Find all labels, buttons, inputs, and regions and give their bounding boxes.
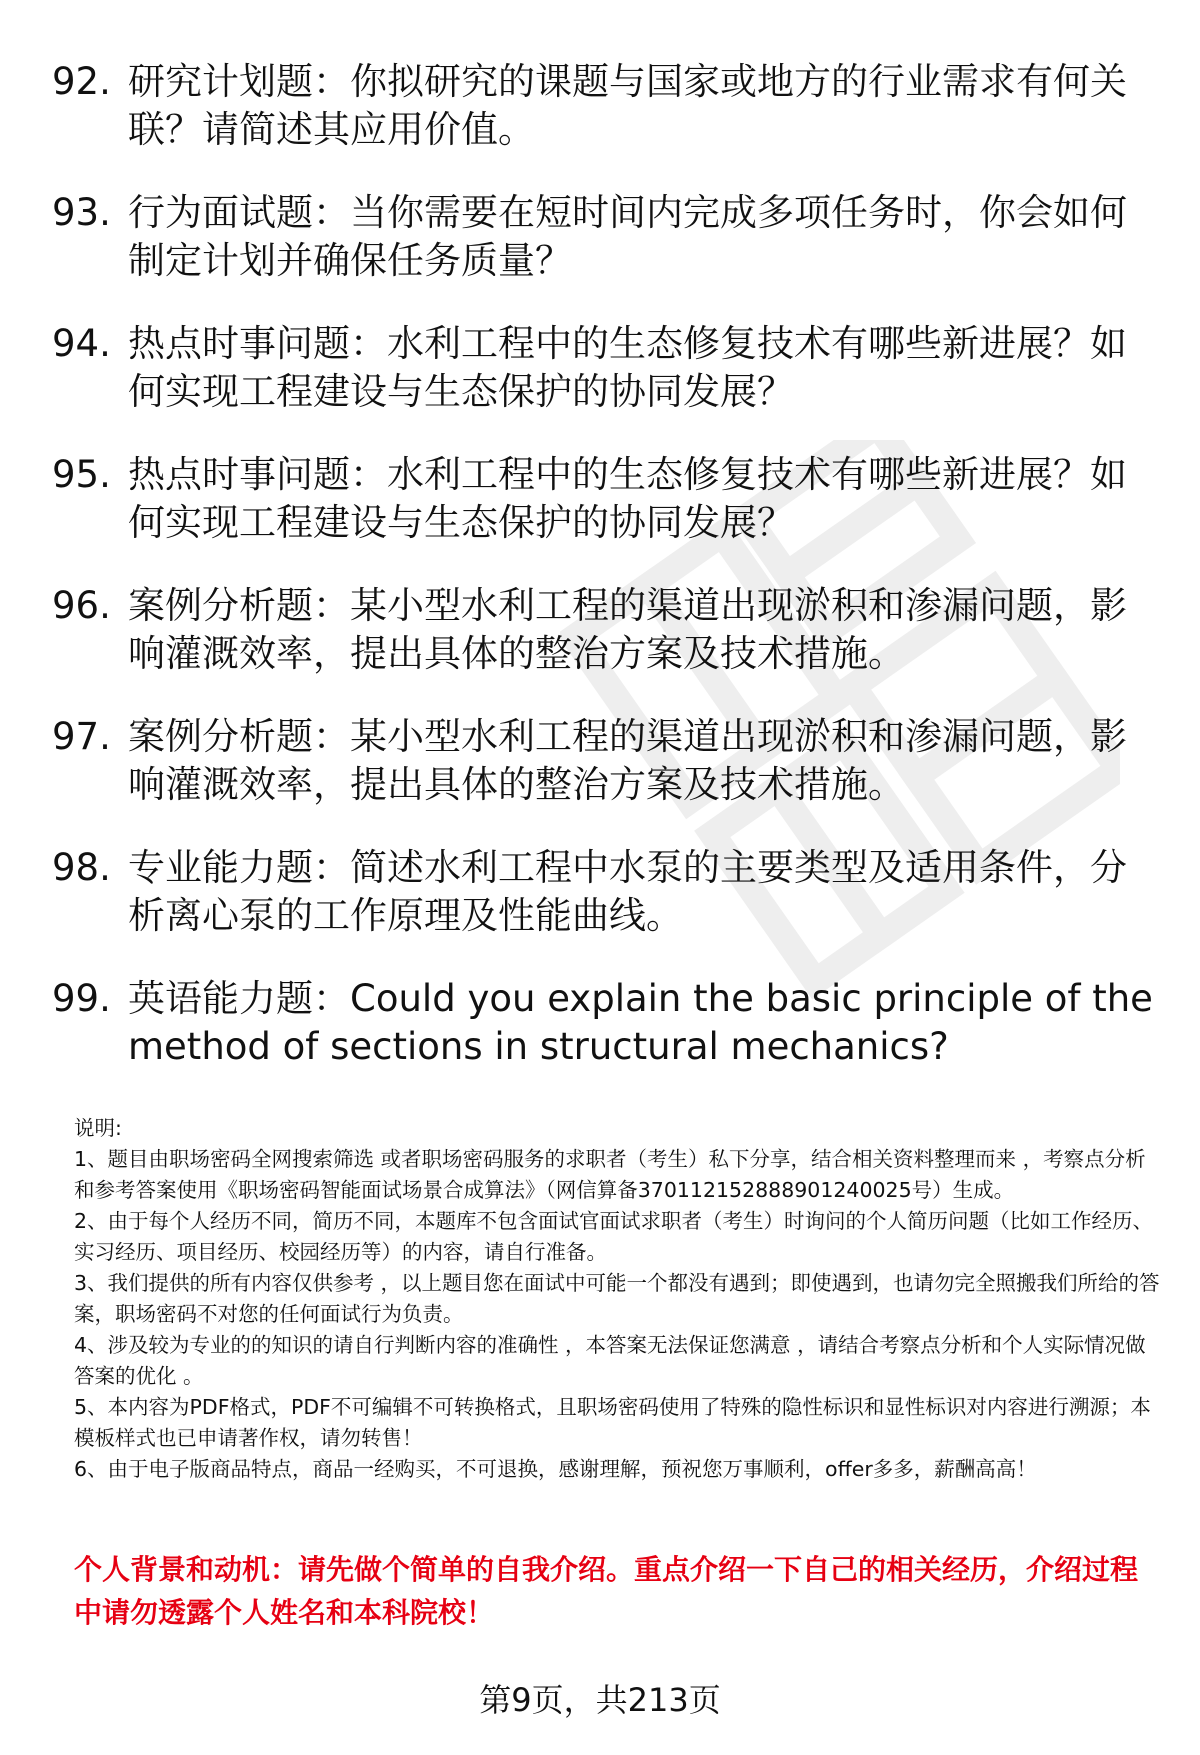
question-number: 95. — [52, 453, 111, 496]
question-text: 专业能力题：简述水利工程中水泵的主要类型及适用条件，分析离心泵的工作原理及性能曲线。 — [128, 846, 1127, 937]
question-item — [52, 844, 1162, 975]
note-item: 5、本内容为PDF格式，PDF不可编辑不可转换格式，且职场密码使用了特殊的隐性标识和显性标识对内容进行溯源；本模板样式也已申请著作权，请勿转售！ — [74, 1395, 1151, 1450]
question-text: 案例分析题：某小型水利工程的渠道出现淤积和渗漏问题，影响灌溉效率，提出具体的整治方案及技术措施。 — [128, 584, 1127, 675]
question-text: 研究计划题：你拟研究的课题与国家或地方的行业需求有何关联？请简述其应用价值。 — [128, 60, 1127, 151]
question-text: 案例分析题：某小型水利工程的渠道出现淤积和渗漏问题，影响灌溉效率，提出具体的整治方案及技术措施。 — [128, 715, 1127, 806]
question-list — [52, 58, 1162, 1106]
question-number: 96. — [52, 584, 111, 627]
question-item — [52, 189, 1162, 320]
question-text: 热点时事问题：水利工程中的生态修复技术有哪些新进展？如何实现工程建设与生态保护的协同发展？ — [128, 322, 1127, 413]
question-item — [52, 58, 1162, 189]
question-item — [52, 975, 1162, 1106]
question-number: 98. — [52, 846, 111, 889]
note-item: 2、由于每个人经历不同，简历不同，本题库不包含面试官面试求职者（考生）时询问的个人简历问题（比如工作经历、实习经历、项目经历、校园经历等）的内容，请自行准备。 — [74, 1209, 1154, 1264]
page-number: 第9页，共213页 — [479, 1681, 721, 1719]
question-item — [52, 582, 1162, 713]
note-item: 4、涉及较为专业的的知识的请自行判断内容的准确性 ，本答案无法保证您满意 ，请结合考察点分析和个人实际情况做答案的优化 。 — [74, 1333, 1146, 1388]
note-item: 1、题目由职场密码全网搜索筛选 或者职场密码服务的求职者（考生）私下分享，结合相关资料整理而来 ，考察点分析和参考答案使用《职场密码智能面试场景合成算法》（网信算备370112152888901240025号）生成。 — [74, 1147, 1146, 1202]
note-item: 6、由于电子版商品特点，商品一经购买，不可退换，感谢理解，预祝您万事顺利，offer多多，薪酬高高！ — [74, 1457, 1037, 1481]
highlight-question: 个人背景和动机：请先做个简单的自我介绍。重点介绍一下自己的相关经历，介绍过程中请勿透露个人姓名和本科院校！ — [74, 1553, 1139, 1629]
question-number: 97. — [52, 715, 111, 758]
question-item — [52, 713, 1162, 844]
question-number: 99. — [52, 977, 111, 1020]
note-item: 3、我们提供的所有内容仅供参考 ，以上题目您在面试中可能一个都没有遇到；即使遇到，也请勿完全照搬我们所给的答案，职场密码不对您的任何面试行为负责。 — [74, 1271, 1160, 1326]
question-item — [52, 320, 1162, 451]
notes-heading: 说明: — [74, 1116, 122, 1140]
question-text: 热点时事问题：水利工程中的生态修复技术有哪些新进展？如何实现工程建设与生态保护的协同发展？ — [128, 453, 1127, 544]
question-number: 94. — [52, 322, 111, 365]
question-number: 93. — [52, 191, 111, 234]
question-text: 行为面试题：当你需要在短时间内完成多项任务时，你会如何制定计划并确保任务质量？ — [128, 191, 1127, 282]
question-number: 92. — [52, 60, 111, 103]
question-item — [52, 451, 1162, 582]
notes-section — [74, 1113, 1164, 1485]
question-text: 英语能力题：Could you explain the basic principle of the method of sections in structural mechanics? — [128, 977, 1153, 1068]
